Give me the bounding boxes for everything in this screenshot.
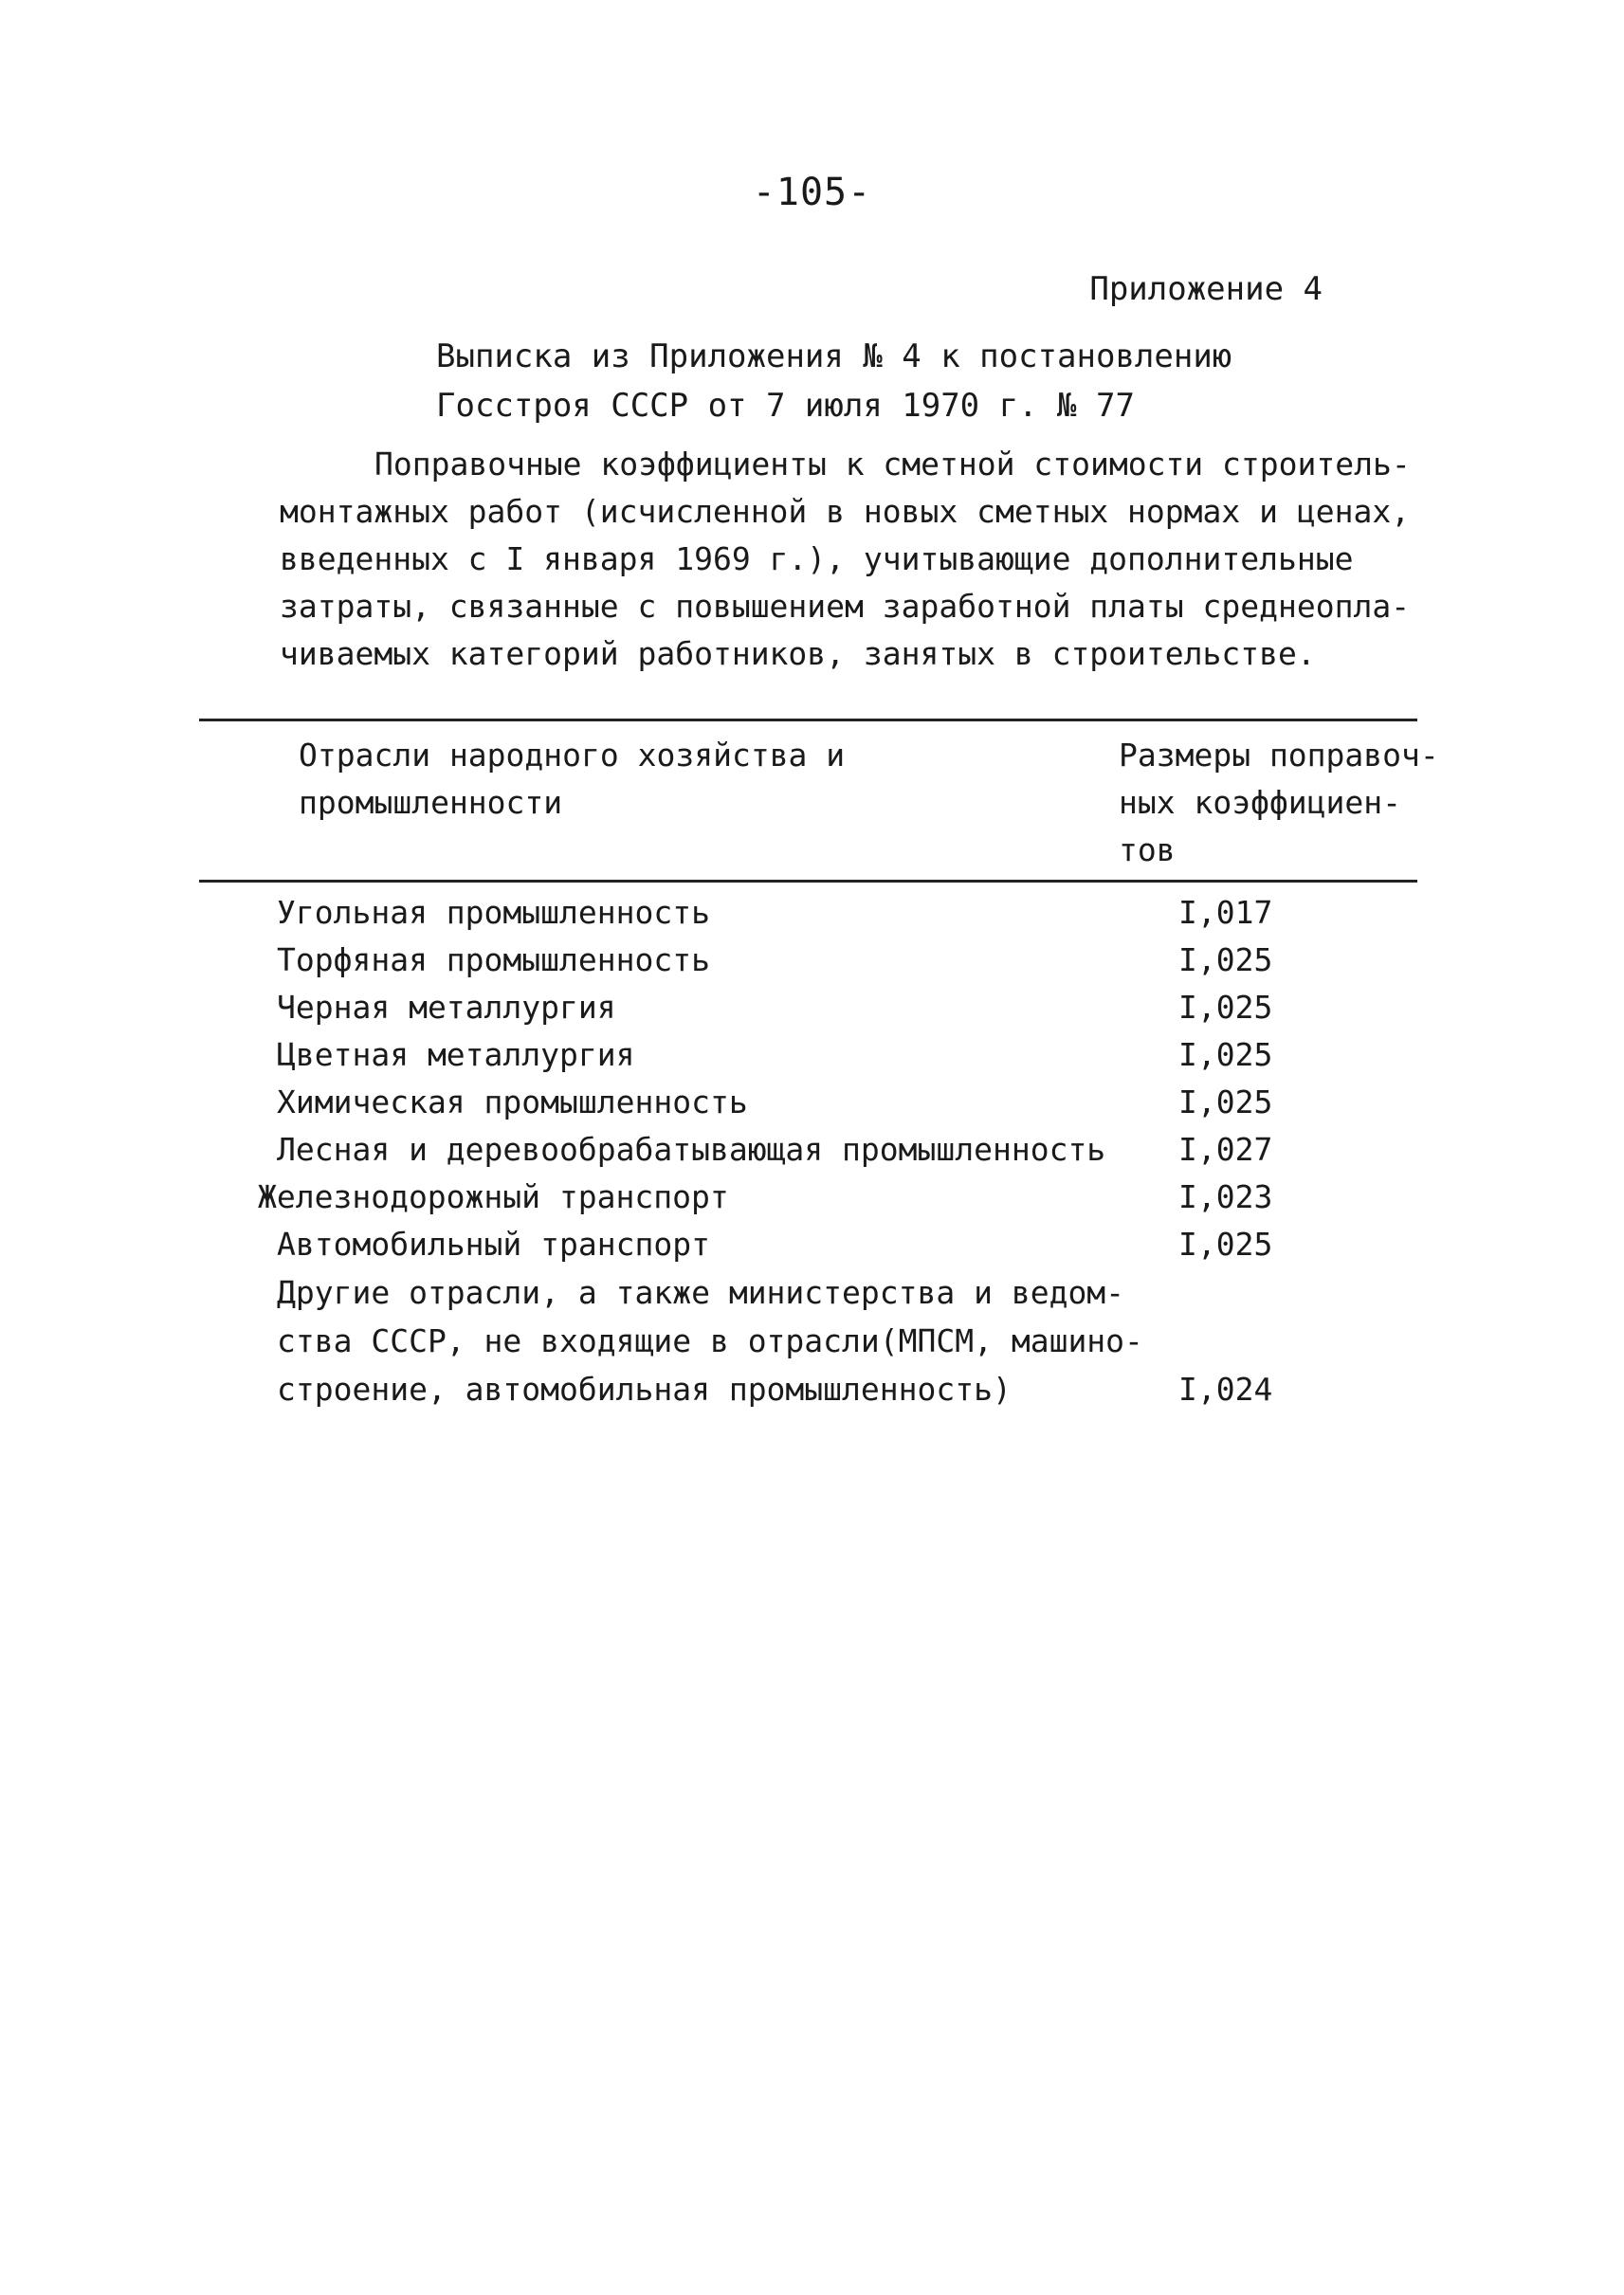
coefficient-value: I,027: [1178, 1131, 1273, 1168]
coefficient-value: I,025: [1178, 1226, 1273, 1263]
coefficient-value: I,024: [1178, 1371, 1273, 1408]
table-row: [0, 1268, 1624, 1413]
coefficient-value: I,023: [1178, 1178, 1273, 1215]
industry-name-line: Другие отрасли, а также министерства и ведом-: [277, 1274, 1125, 1311]
industry-name: Химическая промышленность: [277, 1084, 748, 1120]
industry-name-line: ства СССР, не входящие в отрасли(МПСМ, машино-: [277, 1322, 1143, 1359]
coefficient-value: I,025: [1178, 1084, 1273, 1120]
industry-name: Цветная металлургия: [277, 1036, 635, 1073]
extract-title: [436, 332, 1232, 430]
coefficient-value: I,025: [1178, 941, 1273, 978]
intro-line: введенных с I января 1969 г.), учитывающие дополнительные: [280, 540, 1354, 577]
intro-line: чиваемых категорий работников, занятых в строительстве.: [280, 635, 1316, 672]
intro-line: монтажных работ (исчисленной в новых сметных нормах и ценах,: [280, 493, 1411, 530]
table-header-line: Размеры поправоч-: [1119, 737, 1439, 774]
table-row: [0, 937, 1624, 984]
intro-paragraph: [280, 441, 1446, 678]
intro-line: затраты, связанные с повышением заработной платы среднеопла-: [280, 588, 1411, 625]
table-row: [0, 1031, 1624, 1079]
table-row: [0, 1174, 1624, 1221]
table-top-rule: [199, 719, 1417, 721]
appendix-label: Приложение 4: [1089, 270, 1323, 308]
industry-name: Торфяная промышленность: [277, 941, 710, 978]
coefficient-value: I,025: [1178, 1036, 1273, 1073]
coefficient-value: I,017: [1178, 894, 1273, 931]
table-header-line: промышленности: [299, 784, 563, 821]
industry-name: Автомобильный транспорт: [277, 1226, 710, 1263]
intro-line: Поправочные коэффициенты к сметной стоимости строитель-: [374, 446, 1411, 483]
table-row: [0, 1126, 1624, 1174]
table-header-coefficient: [1119, 732, 1439, 874]
industry-name-line: строение, автомобильная промышленность): [277, 1371, 1012, 1408]
table-header-industry: [299, 732, 845, 827]
extract-title-line: Госстроя СССР от 7 июля 1970 г. № 77: [436, 387, 1135, 425]
table-row: [0, 889, 1624, 937]
table-row: [0, 1221, 1624, 1268]
table-row: [0, 1079, 1624, 1126]
table-header-rule: [199, 880, 1417, 883]
table-header-line: ных коэффициен-: [1119, 784, 1402, 821]
table-row: [0, 984, 1624, 1031]
industry-name: Угольная промышленность: [277, 894, 710, 931]
industry-name: Железнодорожный транспорт: [258, 1178, 729, 1215]
table-header-line: тов: [1119, 831, 1176, 868]
extract-title-line: Выписка из Приложения № 4 к постановлению: [436, 337, 1232, 375]
table-header-line: Отрасли народного хозяйства и: [299, 737, 846, 774]
industry-name: Лесная и деревообрабатывающая промышленность: [277, 1131, 1106, 1168]
industry-name: Черная металлургия: [277, 989, 616, 1026]
page-number: -105-: [752, 171, 872, 214]
table-body: [0, 889, 1624, 1413]
industry-name: [277, 1268, 1143, 1413]
coefficient-value: I,025: [1178, 989, 1273, 1026]
